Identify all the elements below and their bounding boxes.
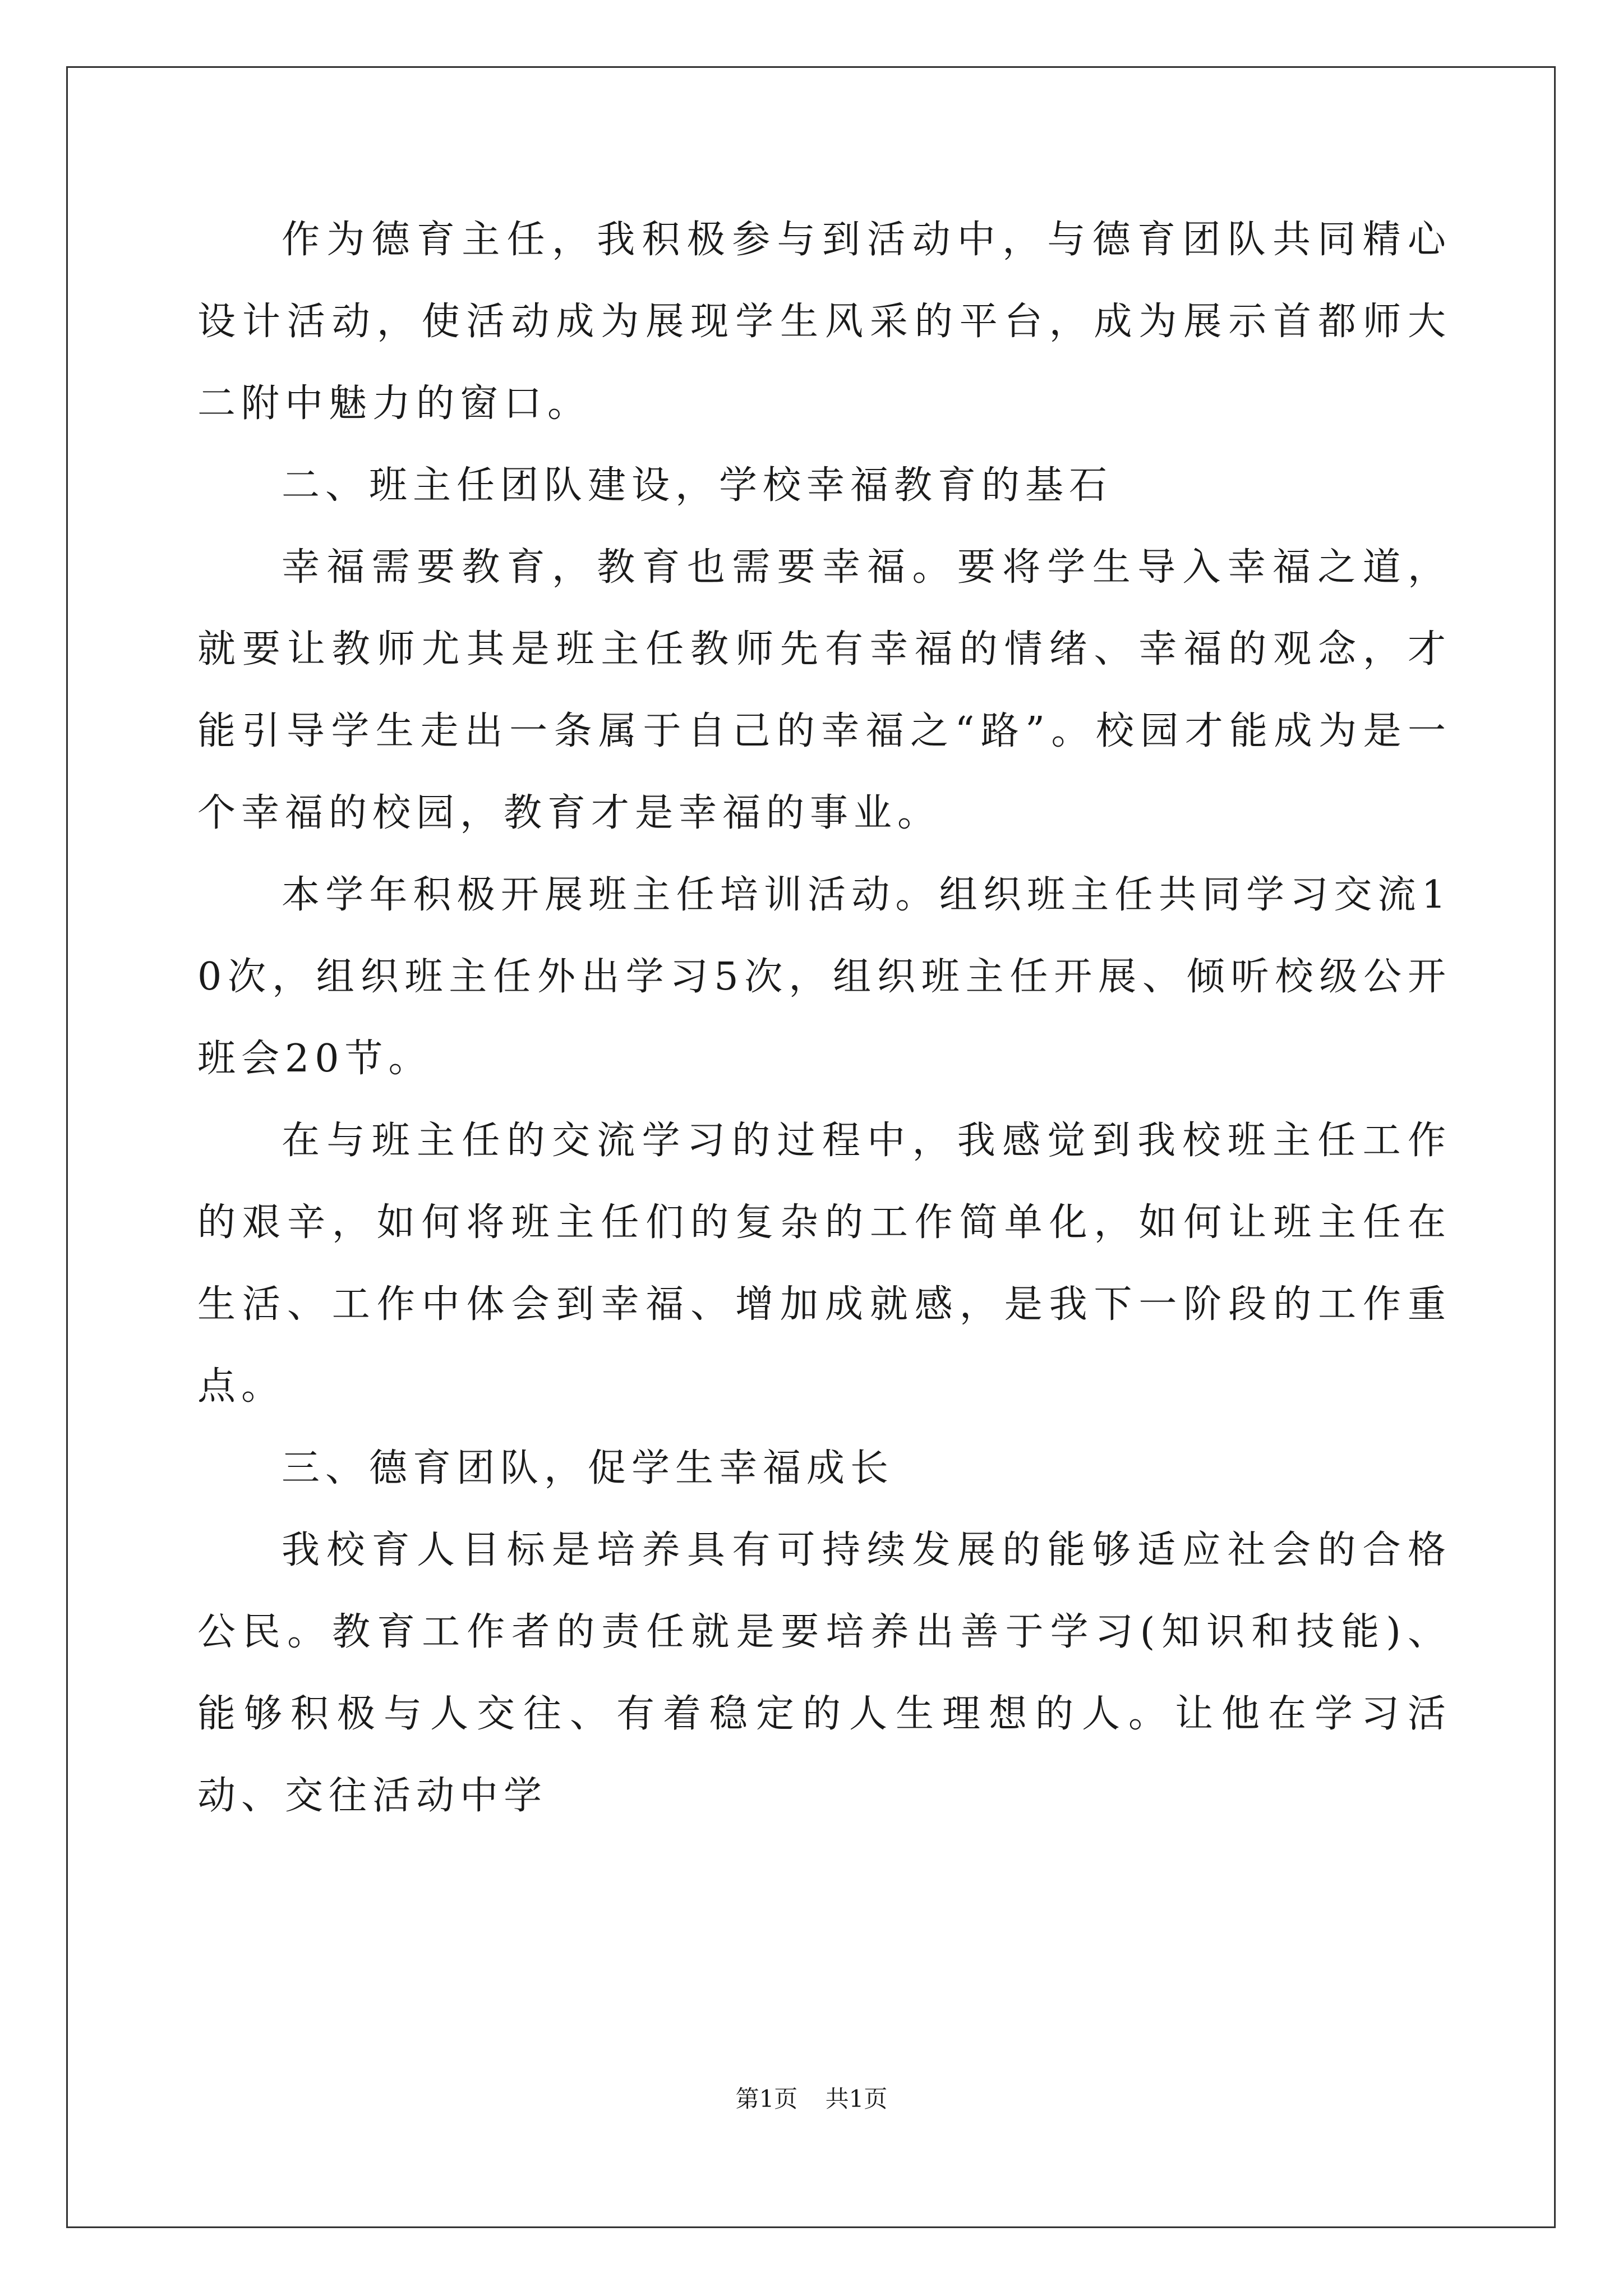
paragraph-training: 本学年积极开展班主任培训活动。组织班主任共同学习交流10次，组织班主任外出学习5次，组织班主任开展、倾听校级公开班会20节。 (197, 873, 1451, 1081)
paragraph-intro: 作为德育主任，我积极参与到活动中，与德育团队共同精心设计活动，使活动成为展现学生风采的平台，成为展示首都师大二附中魅力的窗口。 (197, 218, 1451, 426)
page-footer (0, 2082, 1623, 2116)
section-heading-2: 二、班主任团队建设，学校幸福教育的基石 (282, 463, 1113, 508)
paragraph-happiness: 幸福需要教育，教育也需要幸福。要将学生导入幸福之道，就要让教师尤其是班主任教师先有幸福的情绪、幸福的观念，才能引导学生走出一条属于自己的幸福之“路”。校园才能成为是一个幸福的校园，教育才是幸福的事业。 (197, 545, 1451, 835)
page-total: 共1页 (825, 2085, 888, 2113)
paragraph-reflection: 在与班主任的交流学习的过程中，我感觉到我校班主任工作的艰辛，如何将班主任们的复杂的工作简单化，如何让班主任在生活、工作中体会到幸福、增加成就感，是我下一阶段的工作重点。 (197, 1119, 1451, 1409)
section-heading-3: 三、德育团队，促学生幸福成长 (282, 1446, 895, 1490)
paragraph-goal: 我校育人目标是培养具有可持续发展的能够适应社会的合格公民。教育工作者的责任就是要培养出善于学习(知识和技能)、能够积极与人交往、有着稳定的人生理想的人。让他在学习活动、交往活动中学 (197, 1528, 1451, 1818)
page-number: 第1页 (735, 2085, 798, 2113)
document-body (197, 199, 1451, 1837)
